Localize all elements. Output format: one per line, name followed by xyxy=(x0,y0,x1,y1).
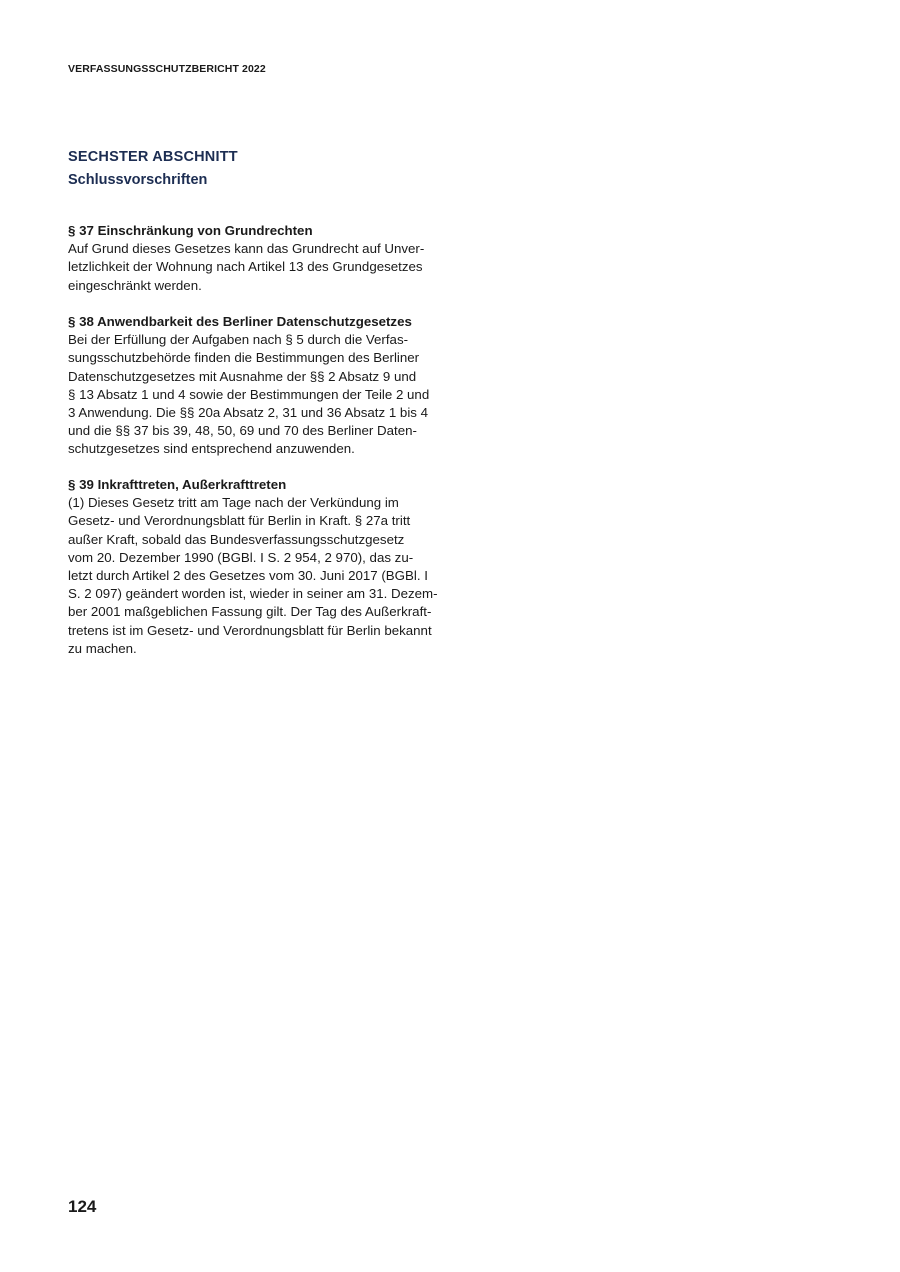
paragraph-line: sungsschutzbehörde finden die Bestimmungen des Berliner xyxy=(68,350,420,366)
paragraph-line: Gesetz- und Verordnungsblatt für Berlin in Kraft. § 27a tritt xyxy=(68,513,411,529)
paragraph-heading: § 39 Inkrafttreten, Außerkrafttreten xyxy=(68,477,287,492)
paragraph-line: vom 20. Dezember 1990 (BGBl. I S. 2 954, 2 970), das zu- xyxy=(68,549,414,565)
section-title: SECHSTER ABSCHNITT xyxy=(68,149,238,165)
page-number: 124 xyxy=(68,1197,97,1216)
paragraph-line: § 13 Absatz 1 und 4 sowie der Bestimmungen der Teile 2 und xyxy=(68,386,430,402)
paragraph-line: 3 Anwendung. Die §§ 20a Absatz 2, 31 und 36 Absatz 1 bis 4 xyxy=(68,405,429,421)
section-subtitle: Schlussvorschriften xyxy=(68,172,208,188)
paragraph-line: Auf Grund dieses Gesetzes kann das Grundrecht auf Unver- xyxy=(68,241,425,257)
paragraph-line: zu machen. xyxy=(68,640,137,656)
paragraph-39 xyxy=(68,476,448,658)
paragraph-line: ber 2001 maßgeblichen Fassung gilt. Der Tag des Außerkraft- xyxy=(68,604,432,620)
paragraph-line: tretens ist im Gesetz- und Verordnungsblatt für Berlin bekannt xyxy=(68,622,432,638)
paragraph-heading: § 38 Anwendbarkeit des Berliner Datenschutzgesetzes xyxy=(68,314,412,329)
paragraph-line: schutzgesetzes sind entsprechend anzuwenden. xyxy=(68,441,355,457)
paragraph-line: Datenschutzgesetzes mit Ausnahme der §§ 2 Absatz 9 und xyxy=(68,368,417,384)
paragraph-line: S. 2 097) geändert worden ist, wieder in seiner am 31. Dezem- xyxy=(68,586,438,602)
running-head: VERFASSUNGSSCHUTZBERICHT 2022 xyxy=(68,63,266,75)
paragraph-line: eingeschränkt werden. xyxy=(68,277,202,293)
paragraph-line: letzt durch Artikel 2 des Gesetzes vom 30. Juni 2017 (BGBl. I xyxy=(68,568,428,584)
paragraph-line: letzlichkeit der Wohnung nach Artikel 13 des Grundgesetzes xyxy=(68,259,423,275)
paragraph-heading: § 37 Einschränkung von Grundrechten xyxy=(68,223,313,238)
paragraph-line: und die §§ 37 bis 39, 48, 50, 69 und 70 des Berliner Daten- xyxy=(68,423,417,439)
paragraph-line: Bei der Erfüllung der Aufgaben nach § 5 durch die Verfas- xyxy=(68,332,409,348)
paragraph-line: (1) Dieses Gesetz tritt am Tage nach der Verkündung im xyxy=(68,495,399,511)
paragraph-38 xyxy=(68,313,448,459)
paragraph-line: außer Kraft, sobald das Bundesverfassungsschutzgesetz xyxy=(68,531,405,547)
paragraph-37 xyxy=(68,222,448,295)
